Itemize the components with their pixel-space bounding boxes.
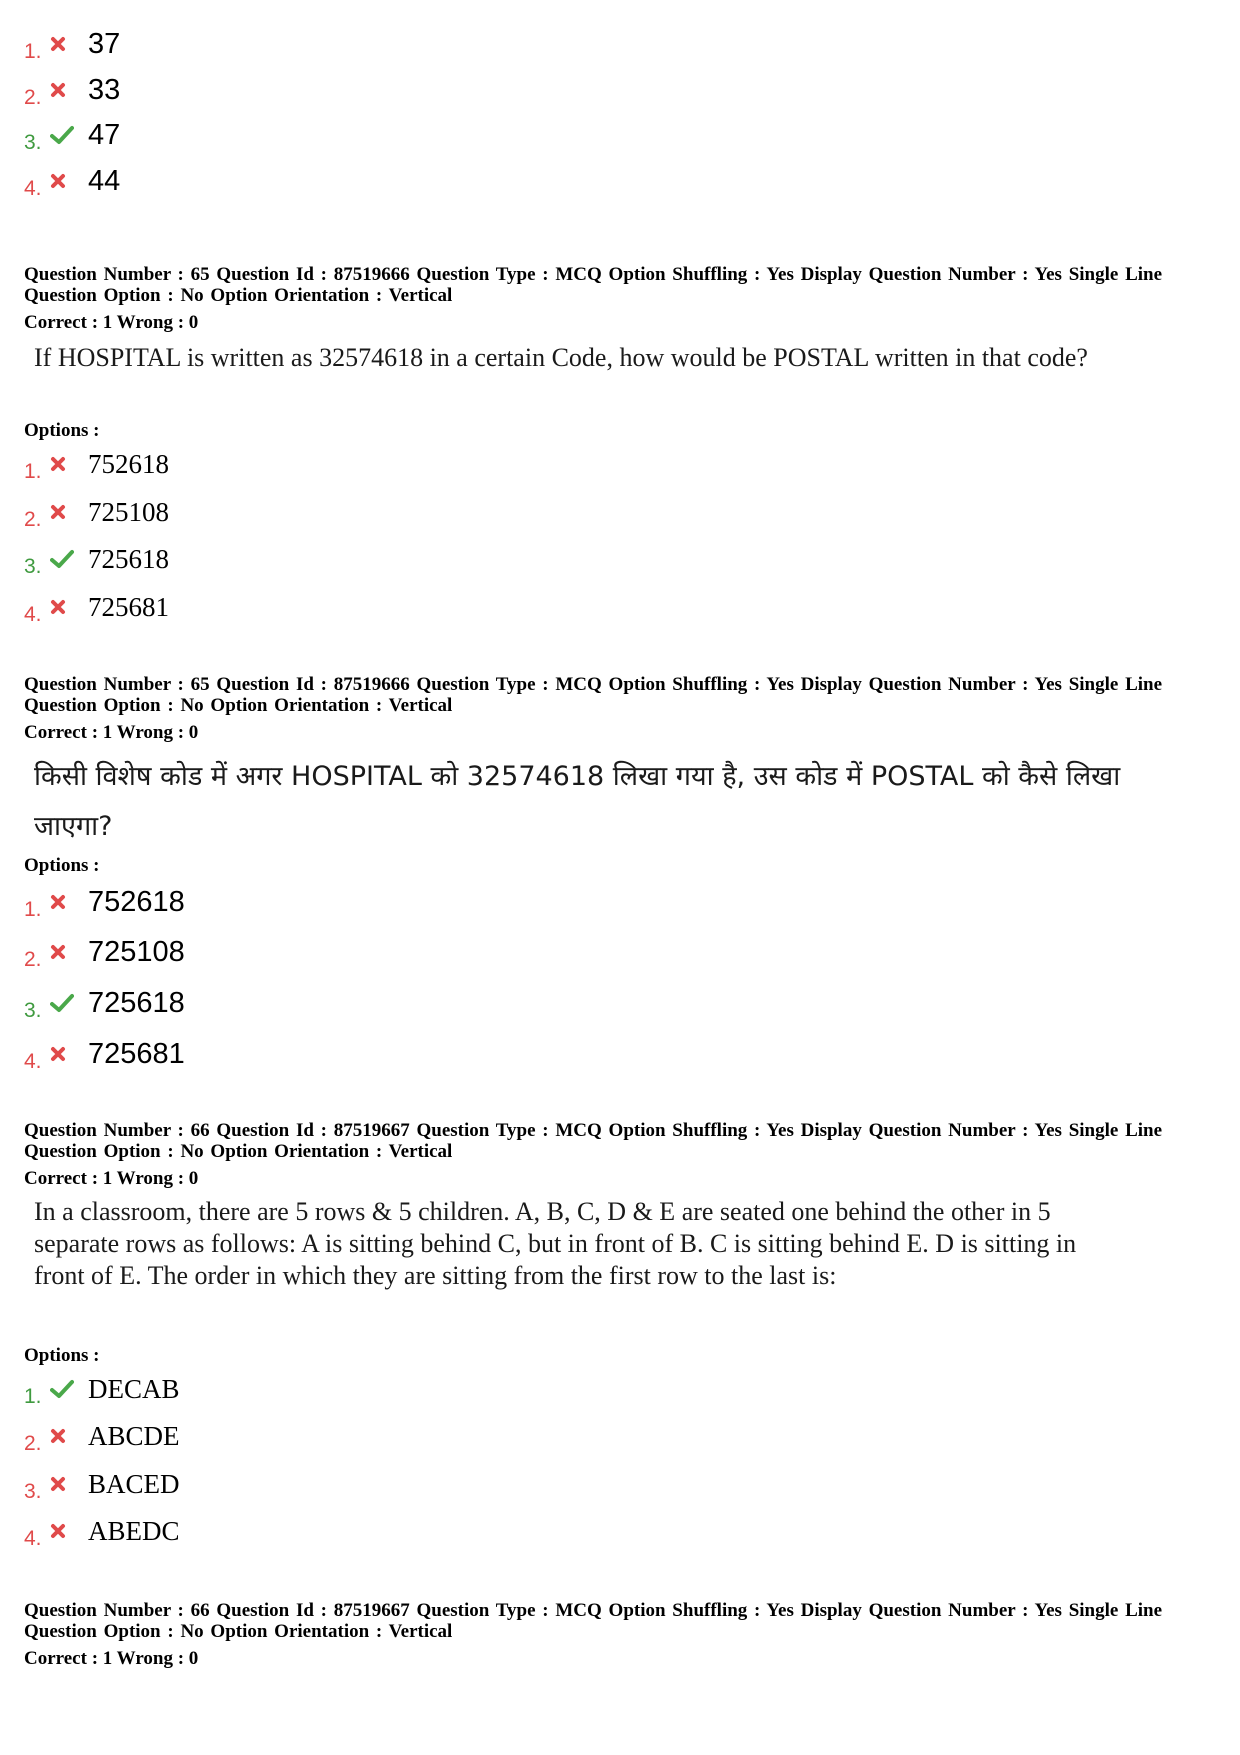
- option-value: 33: [88, 73, 121, 106]
- option-row: [24, 1509, 180, 1553]
- option-row: [24, 880, 185, 924]
- option-number: 4.: [24, 177, 42, 200]
- option-number: 1.: [24, 1385, 42, 1408]
- option-row: [24, 490, 169, 534]
- option-value: 725681: [88, 591, 169, 622]
- question-meta: Question Number : 65 Question Id : 87519666 Question Type : MCQ Option Shuffling : Yes Display Question Number : Yes Single Line Question Option : No Option Orientation : Vertical: [24, 264, 1163, 306]
- option-number: 4.: [24, 1050, 42, 1073]
- check-icon: [50, 125, 88, 145]
- check-icon: [50, 549, 88, 569]
- option-row: [24, 159, 120, 203]
- option-value: DECAB: [88, 1373, 180, 1404]
- option-value: 37: [88, 27, 121, 60]
- question-meta: Question Number : 66 Question Id : 87519667 Question Type : MCQ Option Shuffling : Yes Display Question Number : Yes Single Line Question Option : No Option Orientation : Vertical: [24, 1120, 1163, 1162]
- option-value: ABCDE: [88, 1420, 180, 1451]
- cross-icon: [50, 1476, 88, 1492]
- option-number: 2.: [24, 86, 42, 109]
- option-row: [24, 1414, 180, 1458]
- option-number: 2.: [24, 1432, 42, 1455]
- question-meta: Question Number : 66 Question Id : 87519667 Question Type : MCQ Option Shuffling : Yes Display Question Number : Yes Single Line Question Option : No Option Orientation : Vertical: [24, 1600, 1163, 1642]
- check-icon: [50, 993, 88, 1013]
- cross-icon: [50, 1523, 88, 1539]
- cross-icon: [50, 1046, 88, 1062]
- option-row: [24, 113, 120, 157]
- option-row: [24, 537, 169, 581]
- cross-icon: [50, 944, 88, 960]
- option-number: 1.: [24, 40, 42, 63]
- option-number: 4.: [24, 1527, 42, 1550]
- option-row: [24, 1462, 180, 1506]
- question-meta: Question Number : 65 Question Id : 87519666 Question Type : MCQ Option Shuffling : Yes Display Question Number : Yes Single Line Question Option : No Option Orientation : Vertical: [24, 674, 1163, 716]
- option-value: 44: [88, 164, 121, 197]
- option-number: 1.: [24, 898, 42, 921]
- option-value: 752618: [88, 885, 185, 918]
- option-row: [24, 442, 169, 486]
- option-value: 725681: [88, 1037, 185, 1070]
- cross-icon: [50, 1428, 88, 1444]
- option-number: 2.: [24, 948, 42, 971]
- option-number: 1.: [24, 460, 42, 483]
- cross-icon: [50, 173, 88, 189]
- question-text: If HOSPITAL is written as 32574618 in a certain Code, how would be POSTAL written in that code?: [34, 343, 1088, 372]
- question-score: Correct : 1 Wrong : 0: [24, 312, 199, 333]
- option-value: 725108: [88, 935, 185, 968]
- option-row: [24, 930, 185, 974]
- cross-icon: [50, 456, 88, 472]
- cross-icon: [50, 894, 88, 910]
- question-text: किसी विशेष कोड में अगर HOSPITAL को 32574618 लिखा गया है, उस कोड में POSTAL को कैसे लिखा जाएगा?: [34, 761, 1121, 842]
- check-icon: [50, 1379, 88, 1399]
- cross-icon: [50, 599, 88, 615]
- option-value: 47: [88, 118, 121, 151]
- question-score: Correct : 1 Wrong : 0: [24, 1648, 199, 1669]
- cross-icon: [50, 504, 88, 520]
- option-number: 2.: [24, 508, 42, 531]
- cross-icon: [50, 82, 88, 98]
- option-number: 3.: [24, 131, 42, 154]
- option-row: [24, 22, 120, 66]
- option-row: [24, 68, 120, 112]
- option-number: 3.: [24, 555, 42, 578]
- option-value: BACED: [88, 1468, 180, 1499]
- option-value: 725108: [88, 496, 169, 527]
- option-value: ABEDC: [88, 1515, 180, 1546]
- question-score: Correct : 1 Wrong : 0: [24, 1168, 199, 1189]
- options-label: Options :: [24, 1345, 100, 1366]
- option-row: [24, 981, 185, 1025]
- option-value: 725618: [88, 543, 169, 574]
- option-number: 3.: [24, 999, 42, 1022]
- options-label: Options :: [24, 420, 100, 441]
- cross-icon: [50, 36, 88, 52]
- option-row: [24, 1367, 180, 1411]
- option-row: [24, 585, 169, 629]
- option-number: 4.: [24, 603, 42, 626]
- option-number: 3.: [24, 1480, 42, 1503]
- option-value: 752618: [88, 448, 169, 479]
- question-text: In a classroom, there are 5 rows & 5 children. A, B, C, D & E are seated one behind the other in 5 separate rows as follows: A is sitting behind C, but in front of B. C is sitting behind E. D is sitting in front of E. The order in which they are sitting from the first row to the last is:: [34, 1197, 1077, 1290]
- question-score: Correct : 1 Wrong : 0: [24, 722, 199, 743]
- options-label: Options :: [24, 855, 100, 876]
- option-value: 725618: [88, 986, 185, 1019]
- option-row: [24, 1032, 185, 1076]
